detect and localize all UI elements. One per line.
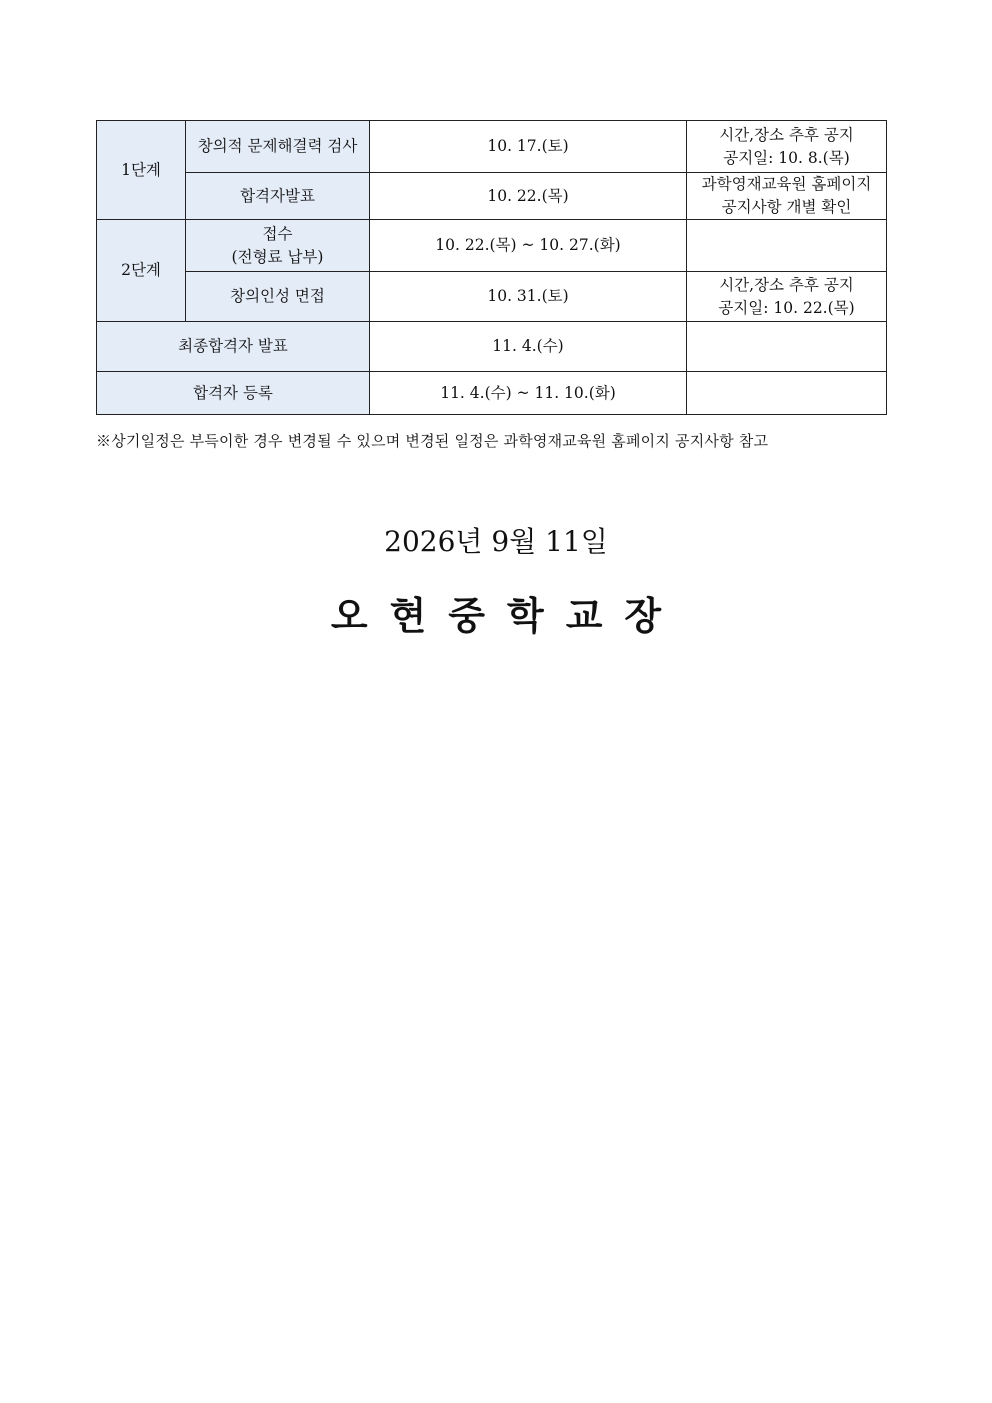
note-line: 공지사항 개별 확인	[721, 198, 852, 216]
item-cell: 최종합격자 발표	[97, 322, 370, 372]
item-line: (전형료 납부)	[231, 247, 324, 266]
note-line: 시간,장소 추후 공지	[719, 275, 854, 294]
schedule-table	[96, 120, 887, 415]
table-row	[97, 372, 887, 415]
table-row	[97, 173, 887, 220]
note-cell	[687, 272, 887, 322]
note-cell	[687, 173, 887, 220]
item-line: 접수	[262, 224, 293, 243]
note-cell	[687, 220, 887, 272]
table-row	[97, 121, 887, 173]
date-cell: 10. 17.(토)	[370, 121, 687, 173]
note-line: 공지일: 10. 8.(목)	[723, 148, 850, 167]
note-cell	[687, 121, 887, 173]
note-line: 공지일: 10. 22.(목)	[718, 298, 855, 317]
item-cell: 합격자발표	[186, 173, 370, 220]
note-cell	[687, 322, 887, 372]
date-cell: 10. 22.(목) ~ 10. 27.(화)	[370, 220, 687, 272]
schedule-footnote: ※상기일정은 부득이한 경우 변경될 수 있으며 변경된 일정은 과학영재교육원 홈페이지 공지사항 참고	[96, 432, 769, 450]
stage-label: 1단계	[97, 121, 186, 220]
table-row	[97, 220, 887, 272]
issue-date: 2026년 9월 11일	[384, 525, 608, 558]
signatory: 오현중학교장	[330, 593, 684, 638]
note-line: 시간,장소 추후 공지	[719, 125, 854, 144]
item-cell	[186, 220, 370, 272]
stage-label: 2단계	[97, 220, 186, 322]
item-cell: 합격자 등록	[97, 372, 370, 415]
note-cell	[687, 372, 887, 415]
date-cell: 11. 4.(수) ~ 11. 10.(화)	[370, 372, 687, 415]
table-row	[97, 322, 887, 372]
item-cell: 창의적 문제해결력 검사	[186, 121, 370, 173]
table-row	[97, 272, 887, 322]
date-cell: 11. 4.(수)	[370, 322, 687, 372]
note-line: 과학영재교육원 홈페이지	[701, 175, 872, 193]
item-cell: 창의인성 면접	[186, 272, 370, 322]
date-cell: 10. 31.(토)	[370, 272, 687, 322]
date-cell: 10. 22.(목)	[370, 173, 687, 220]
